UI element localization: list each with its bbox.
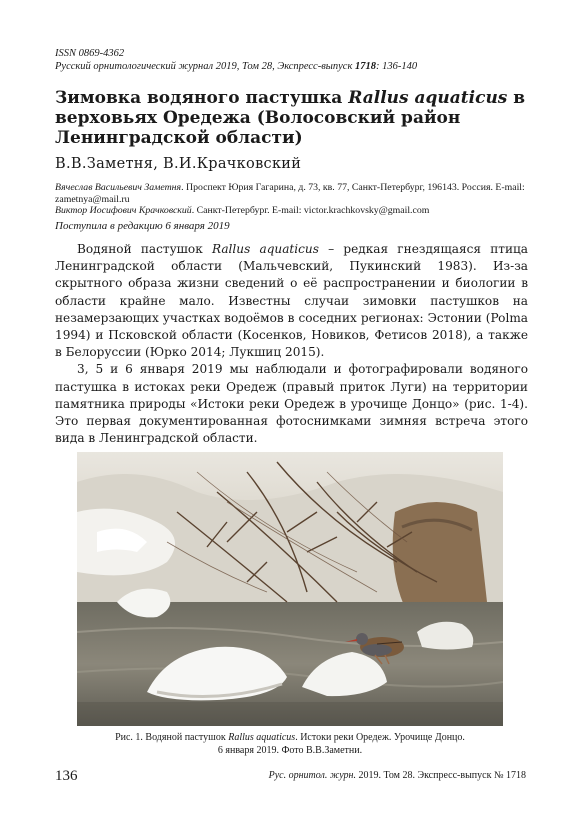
title-species: Rallus aquaticus (348, 88, 508, 108)
species-name: Rallus aquaticus (211, 242, 319, 256)
paragraph-2: 3, 5 и 6 января 2019 мы наблюдали и фотографировали водяного пастушка в истоках реки Оредеж (правый приток Луги) на территории памятника природы «Истоки реки Оредеж в урочище Донцо» (рис. 1-4). Это первая документированная фотоснимками зимняя встреча этого вида в Ленинградской области. (55, 362, 528, 446)
figure-photo (77, 452, 503, 726)
issn: ISSN 0869-4362 (55, 48, 125, 59)
caption-species: Rallus aquaticus (228, 732, 296, 743)
figure-caption: Рис. 1. Водяной пастушок Rallus aquaticus. Истоки реки Оредеж. Урочище Донцо. 6 января 2019. Фото В.В.Заметни. (115, 732, 465, 756)
journal-line: Русский орнитологический журнал 2019, Том 28, Экспресс-выпуск 1718: 136-140 (55, 61, 418, 72)
issue-number: 1718 (355, 61, 376, 72)
running-footer: Рус. орнитол. журн. 2019. Том 28. Экспресс-выпуск № 1718 (268, 770, 526, 781)
affiliation-1: Вячеслав Васильевич Заметня. Проспект Юрия Гагарина, д. 73, кв. 77, Санкт-Петербург, 196143. Россия. E-mail: zametnya@mail.ru (55, 182, 525, 205)
page-number: 136 (55, 768, 78, 784)
paragraph-1: Водяной пастушок Rallus aquaticus – редкая гнездящаяся птица Ленинградской области (Мальчевский, Пукинский 1983). Из-за скрытного образа жизни сведений о её распространении и биологии в области крайне мало. Известны случаи зимовки пастушков на незамерзающих участках водоёмов в соседних регионах: Эстонии (Polma 1994) и Псковской области (Косенков, Новиков, Фетисов 2018), а также в Белоруссии (Юрко 2014; Лукшиц 2015). (55, 242, 528, 360)
winter-stream-photo (77, 452, 503, 726)
authors: В.В.Заметня, В.И.Крачковский (55, 156, 302, 172)
article-body (55, 241, 528, 447)
affiliation-2: Виктор Иосифович Крачковский. Санкт-Петербург. E-mail: victor.krachkovsky@gmail.com (55, 205, 430, 216)
received-date: Поступила в редакцию 6 января 2019 (55, 220, 230, 232)
article-title: Зимовка водяного пастушка Rallus aquaticus в верховьях Оредежа (Волосовский район Ленинградской области) (55, 88, 526, 148)
